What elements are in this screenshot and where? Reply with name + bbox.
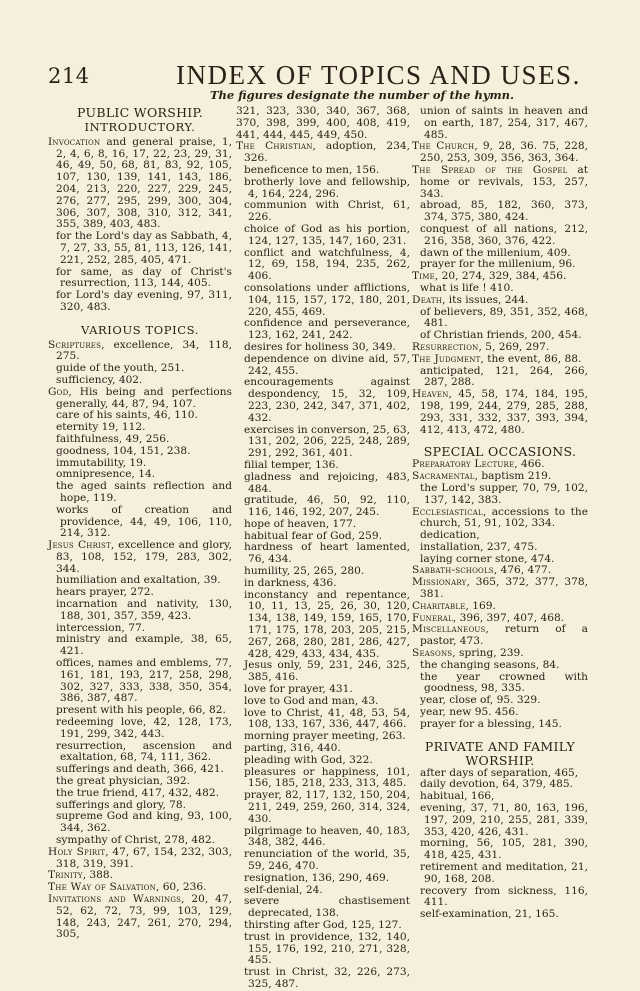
index-subentry: the changing seasons, 84. (420, 658, 560, 671)
subsection-heading: VARIOUS TOPICS. (81, 322, 199, 337)
index-entry (48, 340, 232, 364)
index-entry-refs: , 476, 477. (493, 564, 552, 577)
index-column-2 (236, 106, 410, 991)
index-entry-refs: , spring, 239. (452, 647, 524, 660)
index-entry-refs: , 47, 67, 154, 232, 303, 318, 319, 391. (56, 845, 232, 870)
index-subentry: eternity 19, 112. (56, 421, 146, 434)
index-entry (412, 389, 588, 436)
index-subentry: what is life ! 410. (420, 281, 514, 294)
index-subentry: resurrection, ascension and exaltation, 68, 74, 111, 362. (56, 739, 232, 764)
index-subentry: choice of God as his portion, 124, 127, 135, 147, 160, 231. (244, 222, 410, 247)
index-entry (412, 141, 588, 165)
index-entry-heading: Heaven (412, 388, 449, 401)
index-entry-refs: , 60, 236. (155, 881, 207, 894)
index-entry-refs: , 45, 58, 174, 184, 195, 198, 199, 244, 279, 285, 288, 293, 331, 332, 337, 393, 394, 412, 413, 472, 480. (420, 388, 588, 436)
index-entry-heading: Resurrection (412, 340, 479, 353)
index-entry-heading: Invitations and Warnings (48, 893, 182, 905)
index-subentry: daily devotion, 64, 379, 485. (420, 778, 573, 791)
index-subentry: beneficence to men, 156. (244, 163, 380, 176)
index-entry-refs: , excellence and glory, 83, 108, 152, 179, 283, 302, 344. (56, 539, 233, 575)
index-subentry: humiliation and exaltation, 39. (56, 574, 221, 587)
index-subentry: sympathy of Christ, 278, 482. (56, 834, 216, 847)
index-subentry: parting, 316, 440. (244, 742, 341, 755)
index-column-3 (412, 106, 588, 921)
index-subentry: the Lord's supper, 70, 79, 102, 137, 142, 383. (420, 481, 588, 506)
index-subentry: immutability, 19. (56, 456, 147, 469)
index-entry-refs: , return of a pastor, 473. (420, 623, 588, 648)
index-subentry: pleading with God, 322. (244, 753, 373, 766)
index-entry-refs: , 5, 269, 297. (478, 340, 550, 353)
index-subentry: recovery from sickness, 116, 411. (420, 884, 588, 909)
index-entry (412, 577, 588, 601)
index-entry (412, 165, 588, 200)
index-subentry: for the Lord's day as Sabbath, 4, 7, 27, 33, 55, 81, 113, 126, 141, 221, 252, 285, 405, 471. (56, 230, 232, 266)
index-subentry: the great physician, 392. (56, 775, 190, 788)
index-entry-heading: Trinity (48, 869, 83, 882)
index-subentry: habitual fear of God, 259. (244, 529, 383, 542)
index-entry-heading: Sabbath-schools (412, 564, 494, 577)
index-entry-refs: , 365, 372, 377, 378, 381. (420, 576, 588, 601)
index-entry-refs: , 466. (514, 458, 545, 471)
page-title: INDEX OF TOPICS AND USES. (176, 60, 581, 90)
index-subentry: for Lord's day evening, 97, 311, 320, 483. (56, 289, 232, 313)
index-subentry: pleasures or happiness, 101, 156, 185, 218, 233, 313, 485. (244, 765, 410, 790)
index-subentry: the year crowned with goodness, 98, 335. (420, 670, 588, 695)
index-subentry: renunciation of the world, 35, 59, 246, 470. (244, 848, 410, 872)
index-entry-continued: 321, 323, 330, 340, 367, 368, 370, 398, 399, 400, 408, 419, 441, 444, 445, 449, 450. (236, 105, 410, 141)
index-entry (412, 295, 588, 307)
index-subentry: morning prayer meeting, 263. (244, 730, 406, 743)
index-subentry: the aged saints reflection and hope, 119. (56, 480, 232, 504)
index-entry-heading: Sacramental (412, 470, 475, 483)
index-subentry: love for prayer, 431. (244, 683, 353, 696)
page-subtitle: The figures designate the number of the hymn. (210, 88, 515, 102)
index-subentry: gratitude, 46, 50, 92, 110, 116, 146, 192, 207, 245. (244, 494, 410, 519)
index-subentry: sufferings and death, 366, 421. (56, 763, 224, 776)
index-subentry: redeeming love, 42, 128, 173, 191, 299, 342, 443. (56, 716, 232, 740)
index-entry (48, 894, 232, 941)
index-entry-refs: , 20, 47, 52, 62, 72, 73, 99, 103, 129, 148, 243, 247, 261, 270, 294, 305, (56, 893, 232, 941)
index-subentry: hears prayer, 272. (56, 586, 154, 599)
section-heading: PRIVATE AND FAMILY WORSHIP. (424, 738, 576, 768)
index-entry-refs: , baptism 219. (474, 470, 552, 483)
index-subentry: self-examination, 21, 165. (420, 908, 559, 921)
index-entry-refs: , 20, 274, 329, 384, 456. (434, 270, 567, 283)
index-subentry: encouragements against despondency, 15, 32, 109, 223, 230, 242, 347, 371, 402, 432. (244, 376, 410, 424)
index-subentry: prayer, 82, 117, 132, 150, 204, 211, 249, 259, 260, 314, 324, 430. (244, 789, 410, 825)
index-subentry: dedication, (420, 529, 480, 542)
index-subentry: hope of heaven, 177. (244, 517, 357, 530)
index-subentry: offices, names and emblems, 77, 161, 181, 193, 217, 258, 298, 302, 327, 333, 338, 350, 354, 386, 387, 487. (56, 657, 232, 705)
index-entry-refs: , adoption, 234, 326. (244, 140, 410, 165)
index-entry-refs: , 388. (82, 869, 114, 882)
index-subentry: sufferings and glory, 78. (56, 798, 186, 811)
index-subentry: year, new 95. 456. (420, 706, 519, 719)
index-subentry: prayer for a blessing, 145. (420, 717, 562, 730)
index-entry (48, 387, 232, 411)
index-subentry: conquest of all nations, 212, 216, 358, 360, 376, 422. (420, 222, 588, 247)
page-number: 214 (48, 64, 90, 88)
index-subentry: laying corner stone, 474. (420, 552, 555, 565)
index-subentry: love to Christ, 41, 48, 53, 54, 108, 133, 167, 336, 447, 466. (244, 706, 410, 731)
index-entry-heading: The Way of Salvation (48, 881, 156, 894)
index-subentry: intercession, 77. (56, 621, 146, 634)
index-subentry: incarnation and nativity, 130, 188, 301, 357, 359, 423. (56, 598, 232, 622)
index-subentry: the true friend, 417, 432, 482. (56, 786, 219, 799)
index-subentry: self-denial, 24. (244, 883, 323, 896)
index-entry-heading: Seasons (412, 647, 453, 660)
index-subentry: works of creation and providence, 44, 49, 106, 110, 214, 312. (56, 503, 232, 540)
index-entry-heading: Miscellaneous (412, 623, 486, 636)
index-entry (412, 507, 588, 531)
index-subentry: desires for holiness 30, 349. (244, 340, 396, 353)
index-subentry: exercises in converson, 25, 63, 131, 202, 206, 225, 248, 289, 291, 292, 361, 401. (244, 423, 410, 460)
index-entry-refs: , 9, 28, 36. 75, 228, 250, 253, 309, 356, 363, 364. (420, 140, 588, 165)
index-subentry: union of saints in heaven and on earth, 187, 254, 317, 467, 485. (420, 105, 588, 141)
section-heading: PUBLIC WORSHIP. (77, 105, 203, 120)
index-subentry: sufficiency, 402. (56, 373, 143, 386)
index-subentry: hardness of heart lamented, 76, 434. (244, 541, 410, 566)
index-subentry: love to God and man, 43. (244, 694, 379, 707)
index-subentry: abroad, 85, 182, 360, 373, 374, 375, 380, 424. (420, 199, 588, 224)
index-entry-heading: Invocation (48, 135, 101, 148)
index-subentry: brotherly love and fellowship, 4, 164, 224, 296. (244, 175, 410, 200)
index-entry-refs: , accessions to the church, 51, 91, 102, 334. (420, 505, 588, 530)
section-spacer (48, 314, 232, 323)
index-entry (48, 847, 232, 871)
index-subentry: of Christian friends, 200, 454. (420, 329, 582, 342)
index-subentry: humility, 25, 265, 280. (244, 565, 365, 578)
index-subentry: thirsting after God, 125, 127. (244, 918, 402, 931)
index-subentry: guide of the youth, 251. (56, 362, 185, 375)
index-entry-heading: The Spread of the Gospel (412, 163, 568, 176)
index-subentry: prayer for the millenium, 96. (420, 258, 576, 271)
index-subentry: of believers, 89, 351, 352, 468, 481. (420, 305, 588, 330)
index-subentry: care of his saints, 46, 110. (56, 409, 198, 422)
index-subentry: omnipresence, 14. (56, 468, 156, 481)
index-entry-refs: and general praise, 1, 2, 4, 6, 8, 16, 17, 22, 23, 29, 31, 46, 49, 50, 68, 81, 83, 92, 105, 107, 130, 139, 141, 143, 186, 204, 213, 220, 227, 229, 245, 276, 277, 295, 299, 300, 304, 306, 307, 308, 310, 312, 341, 355, 389, 403, 483. (56, 135, 232, 231)
index-entry-refs: , the event, 86, 88. (480, 352, 582, 365)
index-entry (236, 141, 410, 165)
index-subentry: communion with Christ, 61, 226. (244, 199, 410, 224)
section-heading: SPECIAL OCCASIONS. (423, 444, 577, 460)
index-entry-heading: God (48, 385, 69, 398)
index-subentry: habitual, 166, (420, 790, 495, 803)
index-entry-refs: , excellence, 34, 118, 275. (56, 338, 232, 363)
index-subentry: present with his people, 66, 82. (56, 704, 226, 717)
index-subentry: trust in Christ, 32, 226, 273, 325, 487. (244, 966, 410, 990)
index-entry-heading: Death (412, 293, 443, 306)
index-subentry: dawn of the millenium, 409. (420, 246, 571, 259)
subsection-heading: INTRODUCTORY. (84, 120, 196, 134)
index-entry-refs: , its issues, 244. (442, 293, 529, 306)
index-entry (412, 354, 588, 366)
index-subentry: trust in providence, 132, 140, 155, 176, 192, 210, 271, 328, 455. (244, 930, 410, 967)
index-entry-refs: , 169. (465, 599, 496, 612)
index-entry-heading: Jesus Christ (48, 539, 111, 552)
index-entry-heading: Holy Spirit (48, 845, 106, 858)
index-entry-heading: Funeral (412, 611, 453, 624)
index-subentry: after days of separation, 465, (420, 766, 579, 779)
index-entry-heading: Ecclesiastical (412, 505, 483, 518)
index-subentry: year, close of, 95. 329. (420, 694, 541, 707)
index-subentry: installation, 237, 475. (420, 540, 538, 553)
index-entry-heading: The Christian (236, 140, 313, 153)
index-entry-heading: Charitable (412, 599, 466, 612)
index-subentry: goodness, 104, 151, 238. (56, 444, 191, 457)
index-subentry: ministry and example, 38, 65, 421. (56, 633, 232, 658)
index-entry (48, 137, 232, 231)
index-subentry: dependence on divine aid, 57, 242, 455. (244, 352, 410, 377)
index-subentry: filial temper, 136. (244, 458, 339, 471)
index-subentry: for same, as day of Christ's resurrection, 113, 144, 405. (56, 265, 232, 290)
index-entry-heading: The Judgment (412, 352, 481, 365)
index-subentry: in darkness, 436. (244, 576, 337, 589)
index-subentry: inconstancy and repentance, 10, 11, 13, 25, 26, 30, 120, 134, 138, 149, 159, 165, 170, 171, 175, 178, 203, 205, 215, 267, 268, 280, 281, 286, 427, 428, 429, 433, 434, 435. (244, 588, 410, 660)
index-subentry: evening, 37, 71, 80, 163, 196, 197, 209, 210, 255, 281, 339, 353, 420, 426, 431. (420, 802, 588, 838)
index-subentry: supreme God and king, 93, 100, 344, 362. (56, 810, 232, 835)
index-subentry: confidence and perseverance, 123, 162, 241, 242. (244, 317, 410, 342)
index-subentry: morning, 56, 105, 281, 390, 418, 425, 431. (420, 837, 588, 862)
index-entry-refs: , His being and perfections generally, 44, 87, 94, 107. (56, 385, 232, 410)
index-subentry: gladness and rejoicing, 483, 484. (244, 470, 410, 495)
index-subentry: resignation, 136, 290, 469. (244, 871, 390, 884)
index-subentry: severe chastisement deprecated, 138. (244, 895, 410, 920)
index-entry-heading: The Church (412, 140, 475, 153)
index-entry-refs: at home or revivals, 153, 257, 343. (420, 163, 588, 200)
index-subentry: conflict and watchfulness, 4, 12, 69, 158, 194, 235, 262, 406. (244, 246, 410, 283)
index-column-1 (48, 106, 232, 941)
index-entry (48, 540, 232, 575)
index-entry (412, 624, 588, 648)
index-subentry: retirement and meditation, 21, 90, 168, 208. (420, 861, 588, 885)
index-subentry: anticipated, 121, 264, 266, 287, 288. (420, 364, 588, 389)
index-entry-heading: Scriptures (48, 338, 102, 351)
index-entry-heading: Preparatory Lecture (412, 458, 515, 471)
index-subentry: consolations under afflictions, 104, 115, 157, 172, 180, 201, 220, 455, 469. (244, 281, 410, 318)
index-entry-refs: , 396, 397, 407, 468. (452, 611, 565, 624)
index-subentry: faithfulness, 49, 256. (56, 432, 170, 445)
index-subentry: pilgrimage to heaven, 40, 183, 348, 382, 446. (244, 824, 410, 849)
index-subentry: Jesus only, 59, 231, 246, 325, 385, 416. (244, 659, 410, 684)
index-entry-heading: Time (412, 270, 435, 283)
index-entry-heading: Missionary (412, 576, 467, 589)
